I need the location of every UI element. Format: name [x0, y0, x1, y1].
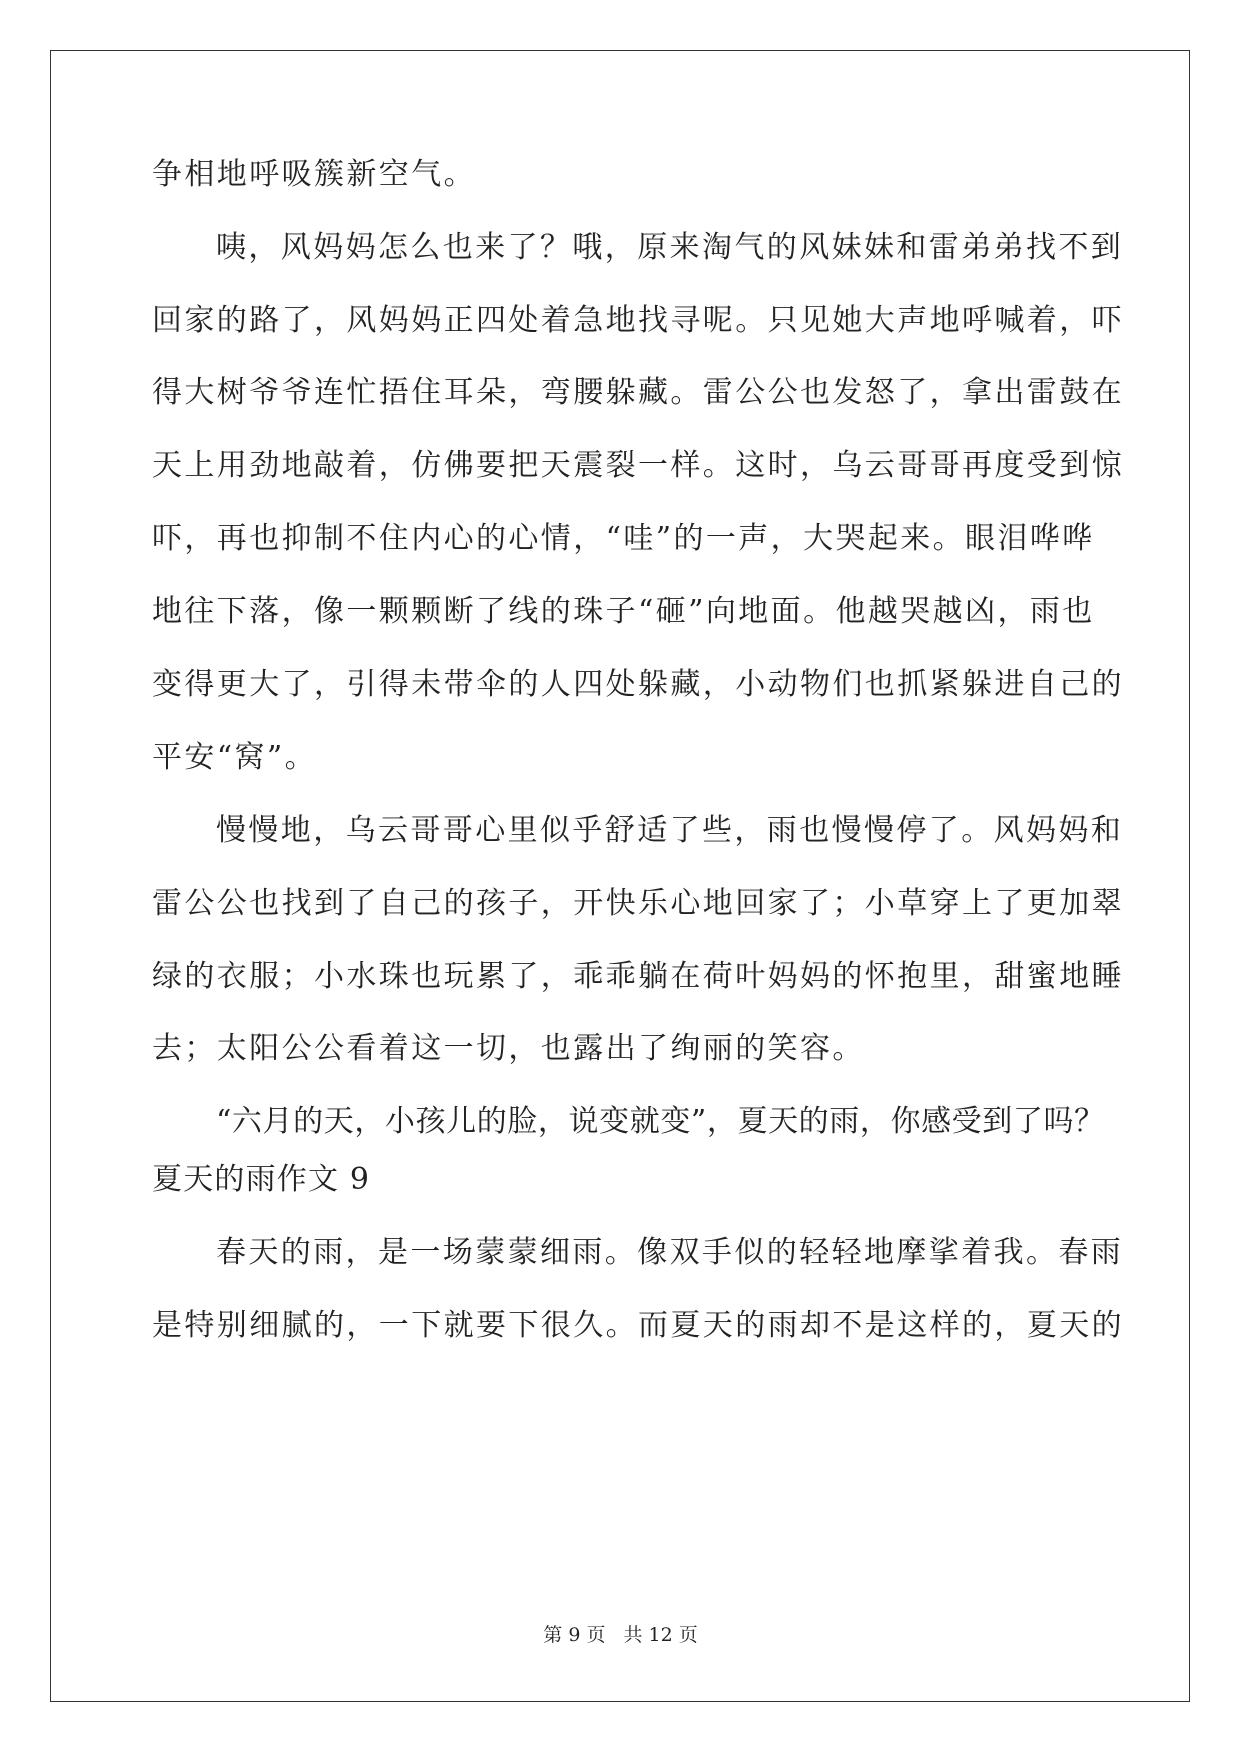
text-line: 平安“窝”。	[152, 740, 318, 775]
text-line: 变得更大了，引得未带伞的人四处躲藏，小动物们也抓紧躲进自己的	[152, 667, 1124, 702]
text-line: 吓，再也抑制不住内心的心情，“哇”的一声，大哭起来。眼泪哗哗	[152, 521, 1095, 556]
quote-line: “六月的天，小孩儿的脸，说变就变”，夏天的雨，你感受到了吗？	[216, 1104, 1105, 1139]
text-line: 得大树爷爷连忙捂住耳朵，弯腰躲藏。雷公公也发怒了，拿出雷鼓在	[152, 375, 1124, 410]
total-pages: 共 12 页	[623, 1624, 698, 1646]
paragraph-start-line: 慢慢地，乌云哥哥心里似乎舒适了些，雨也慢慢停了。风妈妈和	[216, 813, 1124, 848]
text-line: 是特别细腻的，一下就要下很久。而夏天的雨却不是这样的，夏天的	[152, 1308, 1124, 1343]
page-border	[50, 50, 1190, 1702]
text-line: 回家的路了，风妈妈正四处着急地找寻呢。只见她大声地呼喊着，吓	[152, 303, 1124, 338]
text-line: 争相地呼吸簇新空气。	[152, 157, 476, 192]
paragraph-start-line: 咦，风妈妈怎么也来了？哦，原来淘气的风妹妹和雷弟弟找不到	[216, 230, 1124, 265]
text-line: 绿的衣服；小水珠也玩累了，乖乖躺在荷叶妈妈的怀抱里，甜蜜地睡	[152, 959, 1124, 994]
text-line: 雷公公也找到了自己的孩子，开快乐心地回家了；小草穿上了更加翠	[152, 886, 1124, 921]
text-line: 去；太阳公公看着这一切，也露出了绚丽的笑容。	[152, 1031, 865, 1066]
page-footer	[0, 1623, 1241, 1647]
text-line: 天上用劲地敲着，仿佛要把天震裂一样。这时，乌云哥哥再度受到惊	[152, 448, 1124, 483]
paragraph-start-line: 春天的雨，是一场蒙蒙细雨。像双手似的轻轻地摩挲着我。春雨	[216, 1235, 1124, 1270]
section-heading: 夏天的雨作文 9	[152, 1162, 371, 1197]
text-line: 地往下落，像一颗颗断了线的珠子“砸”向地面。他越哭越凶，雨也	[152, 594, 1095, 629]
page-number: 第 9 页	[543, 1624, 606, 1646]
